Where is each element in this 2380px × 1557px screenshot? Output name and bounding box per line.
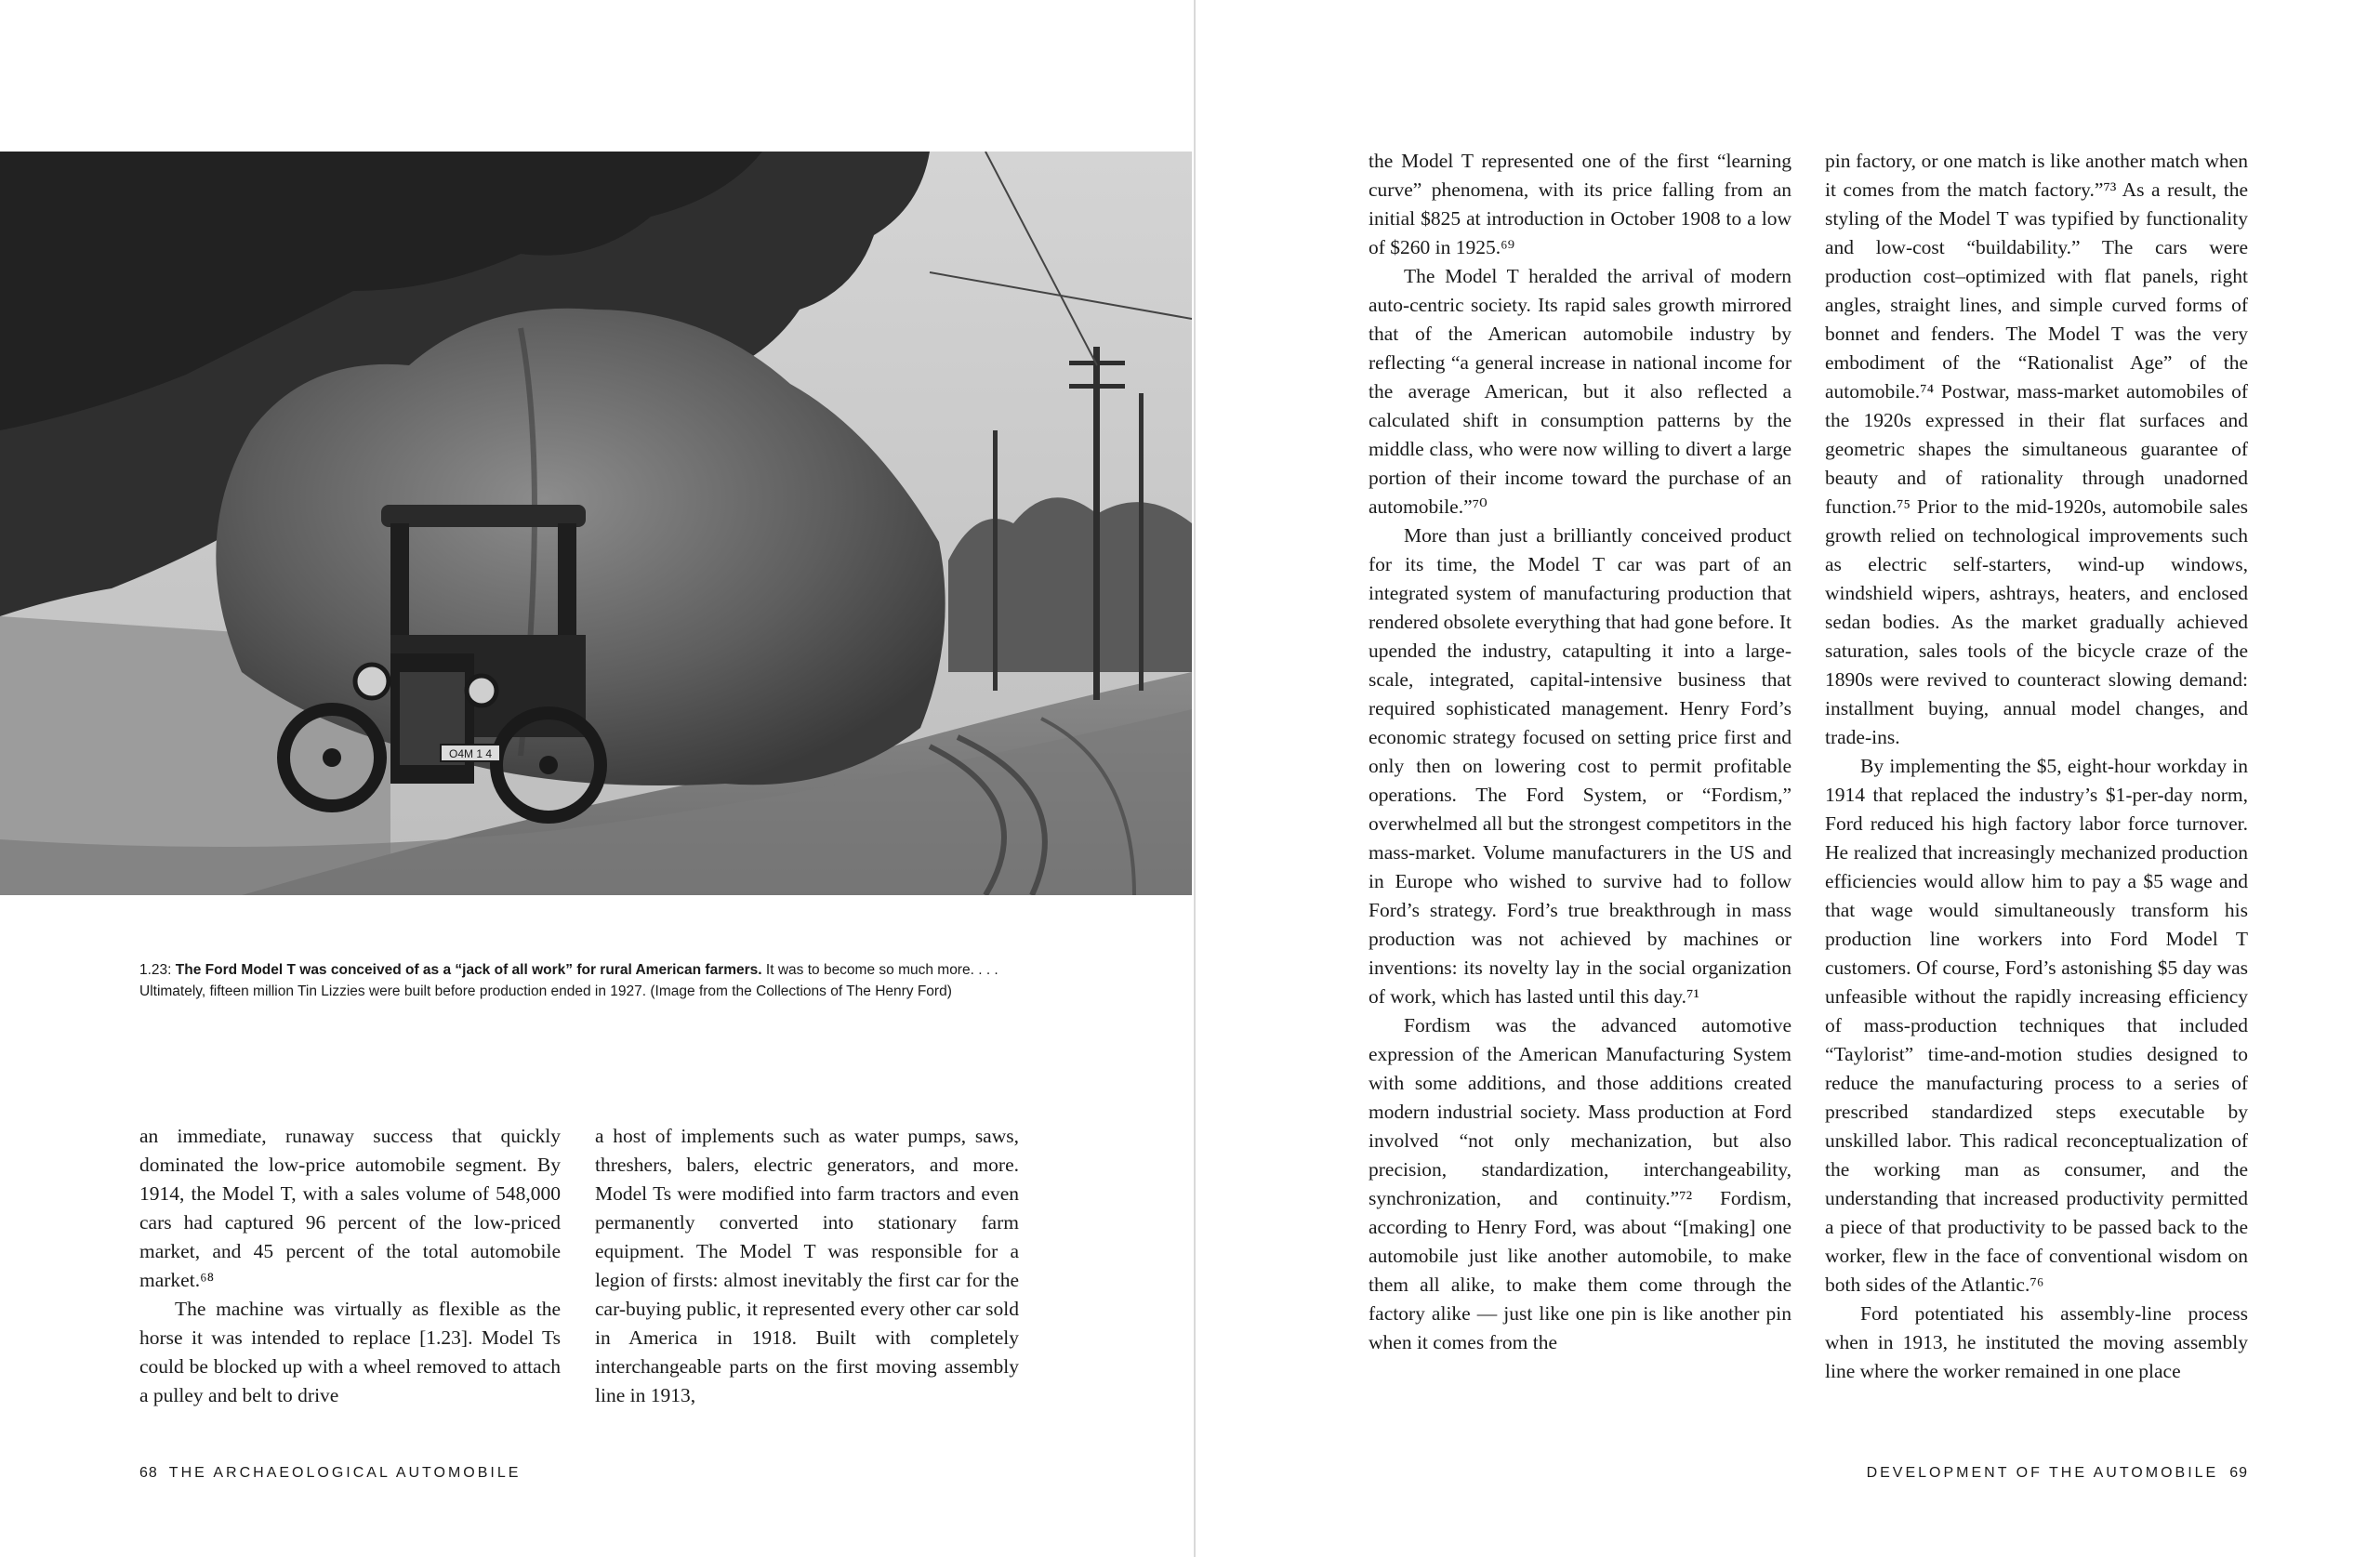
right-column-2	[1825, 147, 2248, 1386]
right-column-1	[1368, 147, 1792, 1357]
license-plate-text: O4M 1 4	[448, 747, 493, 760]
page-number: 68	[139, 1465, 158, 1481]
paragraph: an immediate, runaway success that quickly dominated the low-price automobile segment. By 1914, the Model T, with a sales volume of 548,000 cars had captured 96 percent of the low-priced market, and 45 percent of the total automobile market.⁶⁸	[139, 1125, 561, 1291]
left-running-footer	[139, 1465, 521, 1482]
page-number: 69	[2229, 1465, 2248, 1481]
paragraph: The Model T heralded the arrival of modern auto-centric society. Its rapid sales growth mirrored that of the American automobile industry by reflecting “a general increase in national income for the average American, but it also reflected a calculated shift in consumption patterns by the middle class, who were now willing to divert a large portion of their income toward the purchase of an automobile.”⁷⁰	[1368, 265, 1792, 518]
paragraph: The machine was virtually as flexible as the horse it was intended to replace [1.23]. Model Ts could be blocked up with a wheel removed to attach a pulley and belt to drive	[139, 1298, 561, 1406]
figure-caption	[139, 959, 1018, 1002]
running-title: THE ARCHAEOLOGICAL AUTOMOBILE	[168, 1465, 522, 1481]
model-t-hay-photo	[0, 152, 1192, 895]
paragraph: pin factory, or one match is like another match when it comes from the match factory.”⁷³ As a result, the styling of the Model T was typified by functionality and low-cost “buildability.” The cars were production cost–optimized with flat panels, right angles, straight lines, and simple curved forms of bonnet and fenders. The Model T was the very embodiment of the “Rationalist Age” of the automobile.⁷⁴ Postwar, mass-market automobiles of the 1920s expressed in their flat surfaces and geometric shapes the simultaneous guarantee of beauty and of rationality through unadorned function.⁷⁵ Prior to the mid-1920s, automobile sales growth relied on technological improvements such as electric self-starters, wind-up windows, windshield wipers, ashtrays, heaters, and enclosed sedan bodies. As the market gradually achieved saturation, sales tools of the bicycle craze of the 1890s were revived to counteract slowing demand: installment buying, annual model changes, and trade-ins.	[1825, 150, 2248, 748]
right-running-footer	[1867, 1465, 2248, 1482]
paragraph: a host of implements such as water pumps, saws, threshers, balers, electric generators, and more. Model Ts were modified into farm tractors and even permanently converted into stationary farm equipment. The Model T was responsible for a legion of firsts: almost inevitably the first car for the car-buying public, it represented every other car sold in America in 1918. Built with completely interchangeable parts on the first moving assembly line in 1913,	[595, 1125, 1019, 1406]
running-title: DEVELOPMENT OF THE AUTOMOBILE	[1866, 1465, 2219, 1481]
paragraph: By implementing the $5, eight-hour workday in 1914 that replaced the industry’s $1-per-day norm, Ford reduced his high factory labor force turnover. He realized that increasingly mechanized production efficiencies would allow him to pay a $5 wage and that wage would simultaneously transform his production line workers into Ford Model T customers. Of course, Ford’s astonishing $5 day was unfeasible without the rapidly increasing efficiency of mass-production techniques that included “Taylorist” time-and-motion studies designed to reduce the manufacturing process to a series of prescribed standardized steps executable by unskilled labor. This radical reconceptualization of the working man as consumer, and the understanding that increased productivity permitted a piece of that productivity to be passed back to the worker, flew in the face of conventional wisdom on both sides of the Atlantic.⁷⁶	[1825, 755, 2248, 1296]
left-column-2	[595, 1122, 1019, 1410]
caption-text: It was to become so much more. . . . Ultimately, fifteen million Tin Lizzies were built before production ended in 1927. (Image from the Collections of The Henry Ford)	[139, 962, 998, 999]
paragraph: Ford potentiated his assembly-line process when in 1913, he instituted the moving assembly line where the worker remained in one place	[1825, 1302, 2248, 1382]
left-column-1	[139, 1122, 561, 1410]
paragraph: Fordism was the advanced automotive expression of the American Manufacturing System with some additions, and those additions created modern industrial society. Mass production at Ford involved “not only mechanization, but also precision, standardization, interchangeability, synchronization, and continuity.”⁷² Fordism, according to Henry Ford, was about “[making] one automobile just like another automobile, to make them all alike, to make them come through the factory alike — just like one pin is like another pin when it comes from the	[1368, 1014, 1792, 1353]
caption-number: 1.23:	[139, 962, 172, 978]
paragraph: the Model T represented one of the first “learning curve” phenomena, with its price falling from an initial $825 at introduction in October 1908 to a low of $260 in 1925.⁶⁹	[1368, 150, 1792, 258]
photo-illustration	[0, 152, 1192, 895]
caption-bold: The Ford Model T was conceived of as a “jack of all work” for rural American farmers.	[175, 962, 762, 978]
paragraph: More than just a brilliantly conceived product for its time, the Model T car was part of an integrated system of manufacturing production that rendered obsolete everything that had gone before. It upended the industry, catapulting it into a large-scale, integrated, capital-intensive business that required sophisticated management. Henry Ford’s economic strategy focused on setting price first and only then on lowering cost to permit profitable operations. The Ford System, or “Fordism,” overwhelmed all but the strongest competitors in the mass-market. Volume manufacturers in the US and in Europe who wished to survive had to follow Ford’s strategy. Ford’s true breakthrough in mass production was not achieved by machines or inventions: its novelty lay in the social organization of work, which has lasted until this day.⁷¹	[1368, 524, 1792, 1008]
